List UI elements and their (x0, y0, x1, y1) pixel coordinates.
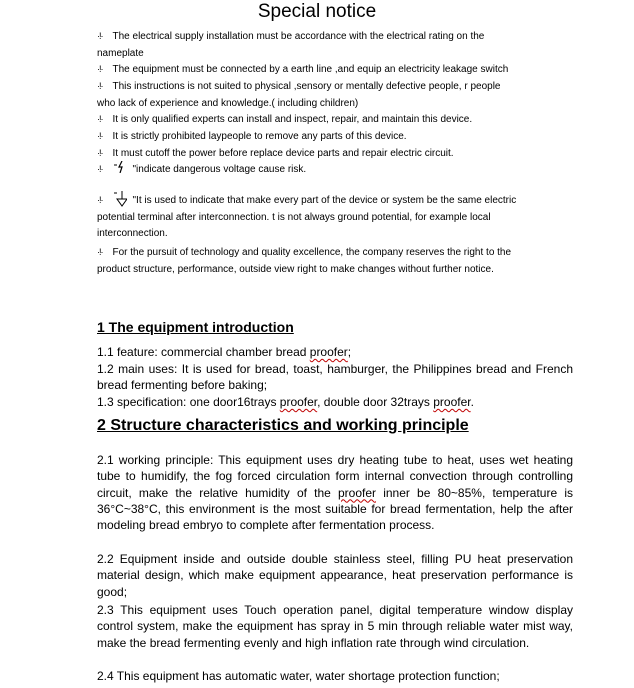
notice-9 (97, 244, 575, 278)
notice-bullet: ·!· (97, 247, 103, 257)
notice-text: It is strictly prohibited laypeople to remove any parts of this device. (112, 131, 407, 142)
section-2-material: 2.2 Equipment inside and outside double stainless steel, filling PU heat preservation material design, which make equipment appearance, heat preservation performance is good; (97, 552, 573, 599)
notice-text: product structure, performance, outside view right to make changes without further notice. (97, 263, 494, 275)
section-1-feature: 1.1 feature: commercial chamber bread proofer; (97, 345, 352, 359)
notice-text: who lack of experience and knowledge.( including children) (97, 97, 359, 109)
section-2-principle: 2.1 working principle: This equipment uses dry heating tube to heat, uses wet heating tube to humidify, the fog forced circulation form internal convection through controlling circuit, make the relative humidity of the proofer inner be 80~85%, temperature is 36°C~38°C, this environment is the most suitable for bread fermentation, help the after modeling bread embryo to complete after fermentation process. (97, 453, 573, 533)
notice-bullet: ·!· (97, 131, 103, 141)
spellcheck-word: proofer (337, 485, 377, 500)
notice-text: nameplate (97, 47, 144, 59)
notice-text: interconnection. (97, 228, 168, 239)
notice-text: For the pursuit of technology and quality excellence, the company reserves the right to the (112, 247, 512, 258)
section-2-control: 2.3 This equipment uses Touch operation panel, digital temperature window display control system, make the equipment has spray in 5 min through reliable water mist way, make the bread fermenting evenly and high inflation rate through wind circulation. (97, 603, 573, 650)
notice-2 (97, 61, 575, 79)
section-2-water: 2.4 This equipment has automatic water, water shortage protection function; (97, 669, 500, 683)
notice-6 (97, 145, 575, 163)
notice-bullet: ·!· (97, 148, 103, 158)
notice-bullet: ·!· (97, 64, 103, 74)
notice-5 (97, 128, 575, 146)
notice-3 (97, 78, 575, 112)
notice-bullet: ·!· (97, 81, 103, 91)
notice-4 (97, 111, 575, 129)
notice-8 (97, 191, 575, 243)
section-1-spec: 1.3 specification: one door16trays proofer, double door 32trays proofer. (97, 395, 474, 409)
notice-text: The equipment must be connected by a earth line ,and equip an electricity leakage switch (112, 64, 509, 75)
notice-text: It must cutoff the power before replace device parts and repair electric circuit. (112, 148, 454, 159)
spellcheck-word: proofer (279, 395, 318, 409)
notice-text: It is only qualified experts can install and inspect, repair, and maintain this device. (112, 114, 473, 125)
page-title: Special notice (257, 1, 377, 22)
notice-text: "It is used to indicate that make every part of the device or system be the same electric (132, 195, 517, 206)
notice-text: The electrical supply installation must be accordance with the electrical rating on the (112, 31, 485, 42)
spellcheck-word: proofer (433, 395, 471, 409)
notice-7 (97, 161, 575, 180)
notice-1 (97, 28, 575, 62)
notice-bullet: ·!· (97, 114, 103, 124)
notice-text: "indicate dangerous voltage cause risk. (132, 164, 307, 175)
notice-bullet: ·!· (97, 164, 103, 174)
section-1-uses: 1.2 main uses: It is used for bread, toast, hamburger, the Philippines bread and French bread fermenting before baking; (97, 362, 573, 393)
notice-bullet: ·!· (97, 31, 103, 41)
notice-bullet: ·!· (97, 195, 103, 205)
high-voltage-icon (113, 161, 127, 180)
section-1-heading: 1 The equipment introduction (97, 319, 294, 335)
equipotential-icon (113, 191, 127, 207)
notice-text: This instructions is not suited to physical ,sensory or mentally defective people, r people (112, 81, 501, 92)
spellcheck-word: proofer (309, 345, 348, 359)
section-2-heading: 2 Structure characteristics and working principle (97, 417, 469, 434)
notice-text: potential terminal after interconnection. t is not always ground potential, for example local (97, 211, 491, 223)
